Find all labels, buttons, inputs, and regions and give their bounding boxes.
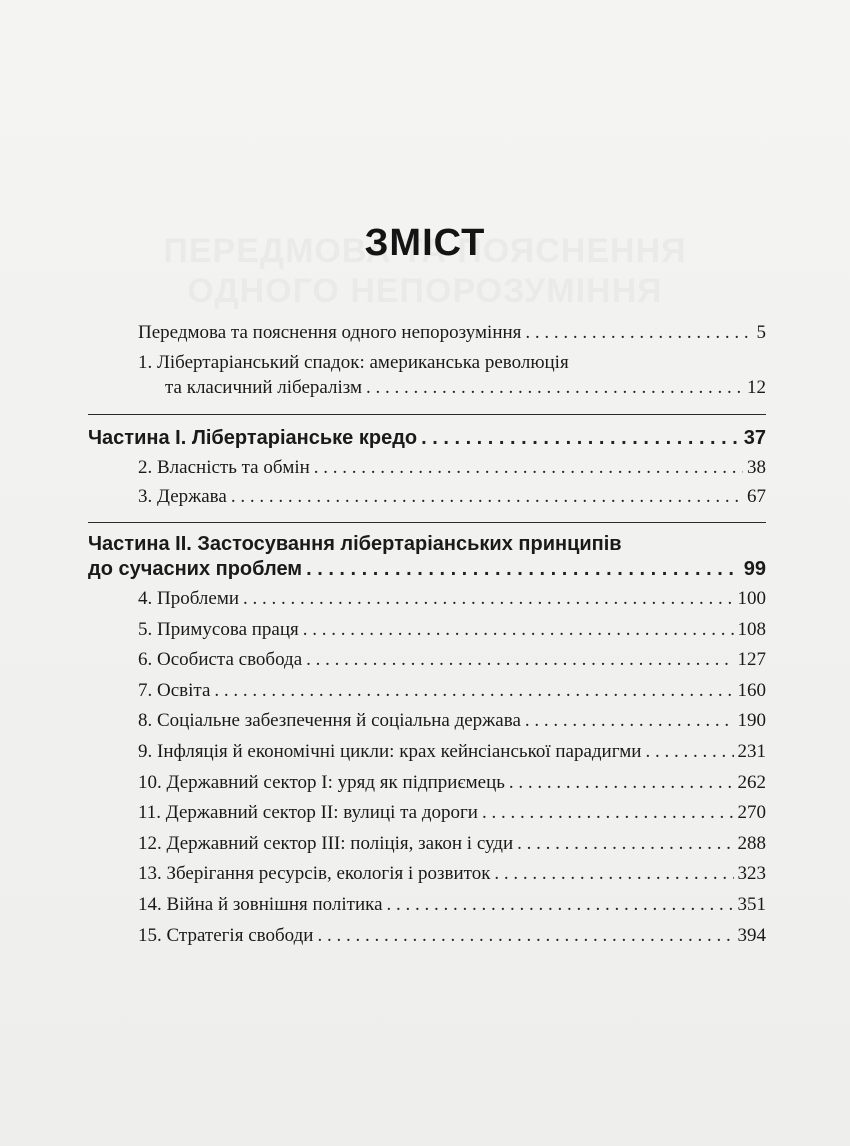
toc-entry-label: Передмова та пояснення одного непорозуміння: [138, 322, 522, 343]
toc-entry-label: та класичний лібералізм: [165, 377, 363, 398]
dot-leader: [525, 710, 734, 732]
dot-leader: [494, 863, 733, 885]
dot-leader: [314, 457, 743, 479]
page-title: ЗМІСТ: [364, 222, 486, 264]
toc-entry-chapter-1[interactable]: [165, 377, 766, 399]
toc-chapter-15[interactable]: [138, 925, 766, 947]
toc-chapter-label: 11. Державний сектор II: вулиці та дороги: [138, 802, 478, 824]
toc-chapter-12[interactable]: [138, 833, 766, 855]
toc-part-2[interactable]: [88, 558, 766, 581]
toc-chapter-label: 13. Зберігання ресурсів, екологія і розвиток: [138, 863, 491, 885]
toc-chapter-5[interactable]: [138, 619, 766, 641]
toc-chapter-label: 8. Соціальне забезпечення й соціальна держава: [138, 710, 521, 732]
toc-chapter-label: 2. Власність та обмін: [138, 457, 310, 478]
toc-chapter-label: 15. Стратегія свободи: [138, 924, 314, 946]
toc-page-number: 67: [747, 486, 766, 507]
toc-page-number: 262: [737, 771, 766, 793]
dot-leader: [645, 741, 733, 763]
toc-page-number: 190: [737, 710, 766, 732]
section-divider: [88, 414, 766, 415]
toc-page-number: 288: [737, 832, 766, 854]
toc-chapter-13[interactable]: [138, 863, 766, 885]
section-divider: [88, 522, 766, 523]
toc-chapter-label: 7. Освіта: [138, 679, 211, 701]
toc-chapter-label: 3. Держава: [138, 486, 227, 507]
toc-chapter-label: 14. Війна й зовнішня політика: [138, 894, 383, 915]
toc-chapter-2[interactable]: [138, 457, 766, 479]
toc-page-number: 270: [737, 802, 766, 824]
toc-page-number: 394: [737, 924, 766, 946]
toc-chapter-3[interactable]: [138, 486, 766, 508]
toc-page-number: 108: [737, 618, 766, 640]
dot-leader: [306, 649, 733, 671]
toc-page-number: 5: [756, 322, 766, 343]
toc-chapter-11[interactable]: [138, 802, 766, 824]
dot-leader: [214, 680, 733, 702]
dot-leader: [509, 772, 734, 794]
dot-leader: [317, 925, 733, 947]
dot-leader: [525, 322, 752, 344]
toc-chapter-8[interactable]: [138, 710, 766, 732]
toc-page-number: 323: [737, 863, 766, 885]
dot-leader: [387, 894, 734, 916]
dot-leader: [303, 619, 734, 641]
dot-leader: [366, 377, 743, 399]
toc-page-number: 231: [737, 741, 766, 762]
toc-part-1[interactable]: [88, 427, 766, 450]
bleed-through-heading-2: [0, 272, 850, 311]
toc-chapter-label: 5. Примусова праця: [138, 618, 299, 640]
dot-leader: [306, 558, 740, 581]
toc-page-number: 160: [737, 679, 766, 701]
toc-part-label: Частина I. Лібертаріанське кредо: [88, 427, 418, 449]
toc-chapter-label: 4. Проблеми: [138, 588, 240, 609]
toc-entry-chapter-1-line1[interactable]: 1. Лібертаріанський спадок: американська революція: [138, 352, 569, 373]
toc-chapter-14[interactable]: [138, 894, 766, 916]
dot-leader: [517, 833, 733, 855]
toc-part-2-line1[interactable]: Частина II. Застосування лібертаріанських принципів: [88, 533, 622, 555]
toc-page-number: 100: [737, 588, 766, 609]
toc-chapter-4[interactable]: [138, 588, 766, 610]
toc-page-number: 38: [747, 457, 766, 478]
dot-leader: [482, 802, 734, 824]
toc-chapter-label: 6. Особиста свобода: [138, 649, 303, 671]
toc-chapter-label: 9. Інфляція й економічні цикли: крах кейнсіанської парадигми: [138, 741, 642, 762]
toc-chapter-7[interactable]: [138, 680, 766, 702]
dot-leader: [421, 427, 740, 450]
toc-chapter-9[interactable]: [138, 741, 766, 763]
toc-chapter-label: 10. Державний сектор I: уряд як підприємець: [138, 771, 505, 793]
toc-chapter-label: 12. Державний сектор III: поліція, закон і суди: [138, 832, 514, 854]
toc-chapter-10[interactable]: [138, 772, 766, 794]
dot-leader: [231, 486, 743, 508]
toc-page-number: 12: [747, 377, 766, 398]
toc-page-number: 99: [743, 558, 766, 580]
dot-leader: [243, 588, 733, 610]
toc-page-number: 127: [737, 649, 766, 671]
toc-page-number: 37: [743, 427, 766, 449]
toc-part-label: до сучасних проблем: [88, 558, 303, 580]
toc-page-number: 351: [737, 894, 766, 915]
toc-entry-preface[interactable]: [138, 322, 766, 344]
toc-chapter-6[interactable]: [138, 649, 766, 671]
